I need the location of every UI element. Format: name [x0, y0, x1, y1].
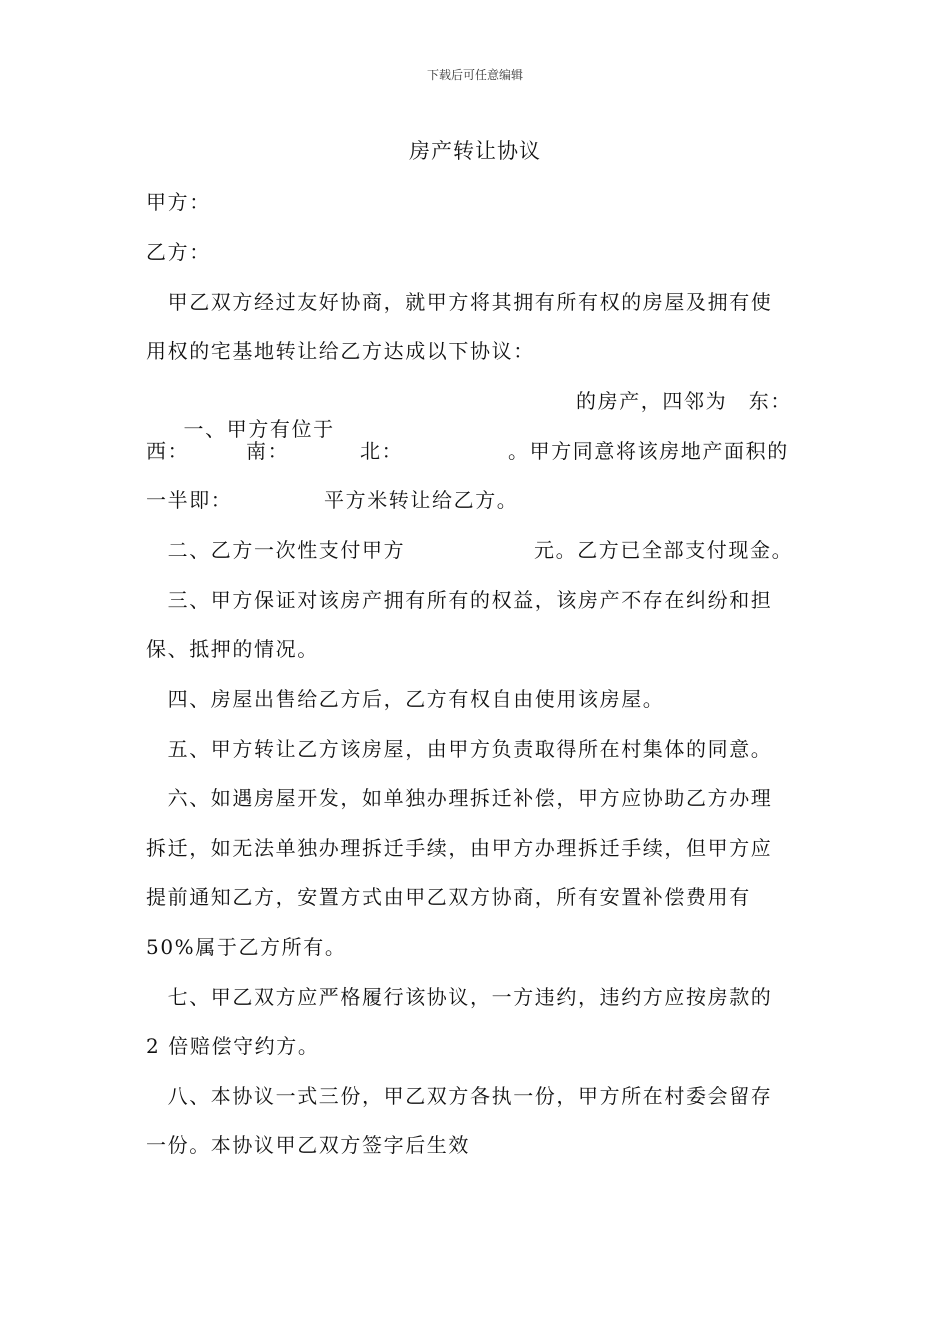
clause-1-south: 南： — [246, 439, 290, 463]
clause-3-line-1: 三、甲方保证对该房产拥有所有的权益，该房产不存在纠纷和担 — [146, 588, 773, 612]
clause-1-neighbors: 的房产，四邻为 东： — [576, 389, 792, 413]
clause-6-line-4: 50%属于乙方所有。 — [146, 935, 347, 959]
clause-1-area-statement: 。甲方同意将该房地产面积的 — [508, 439, 789, 463]
party-b-label: 乙方： — [146, 240, 211, 264]
document-title: 房产转让协议 — [409, 139, 541, 163]
clause-5: 五、甲方转让乙方该房屋，由甲方负责取得所在村集体的同意。 — [146, 737, 773, 761]
clause-1-location-label: 一、甲方有位于 — [161, 417, 335, 441]
intro-line-2: 用权的宅基地转让给乙方达成以下协议： — [146, 339, 535, 363]
clause-1-north: 北： — [360, 439, 404, 463]
clause-8-line-1: 八、本协议一式三份，甲乙双方各执一份，甲方所在村委会留存 — [146, 1084, 773, 1108]
clause-2-amount-note: 元。乙方已全部支付现金。 — [534, 538, 794, 562]
clause-3-line-2: 保、抵押的情况。 — [146, 637, 319, 661]
party-a-label: 甲方： — [146, 190, 211, 214]
clause-4: 四、房屋出售给乙方后，乙方有权自由使用该房屋。 — [146, 687, 665, 711]
clause-6-line-2: 拆迁，如无法单独办理拆迁手续，由甲方办理拆迁手续，但甲方应 — [146, 836, 773, 860]
clause-6-line-3: 提前通知乙方，安置方式由甲乙双方协商，所有安置补偿费用有 — [146, 885, 751, 909]
clause-1-half: 一半即： — [146, 488, 233, 512]
clause-2-payment: 二、乙方一次性支付甲方 — [146, 538, 406, 562]
intro-line-1: 甲乙双方经过友好协商，就甲方将其拥有所有权的房屋及拥有使 — [146, 290, 773, 314]
clause-7-line-1: 七、甲乙双方应严格履行该协议，一方违约，违约方应按房款的 — [146, 985, 773, 1009]
clause-1-area-transfer: 平方米转让给乙方。 — [324, 488, 519, 512]
clause-1-line-1 — [146, 387, 335, 443]
clause-8-line-2: 一份。本协议甲乙双方签字后生效 — [146, 1133, 470, 1157]
clause-6-line-1: 六、如遇房屋开发，如单独办理拆迁补偿，甲方应协助乙方办理 — [146, 786, 773, 810]
header-note: 下载后可任意编辑 — [426, 68, 523, 82]
clause-7-line-2: 2 倍赔偿守约方。 — [146, 1034, 320, 1058]
clause-1-west: 西： — [146, 439, 190, 463]
